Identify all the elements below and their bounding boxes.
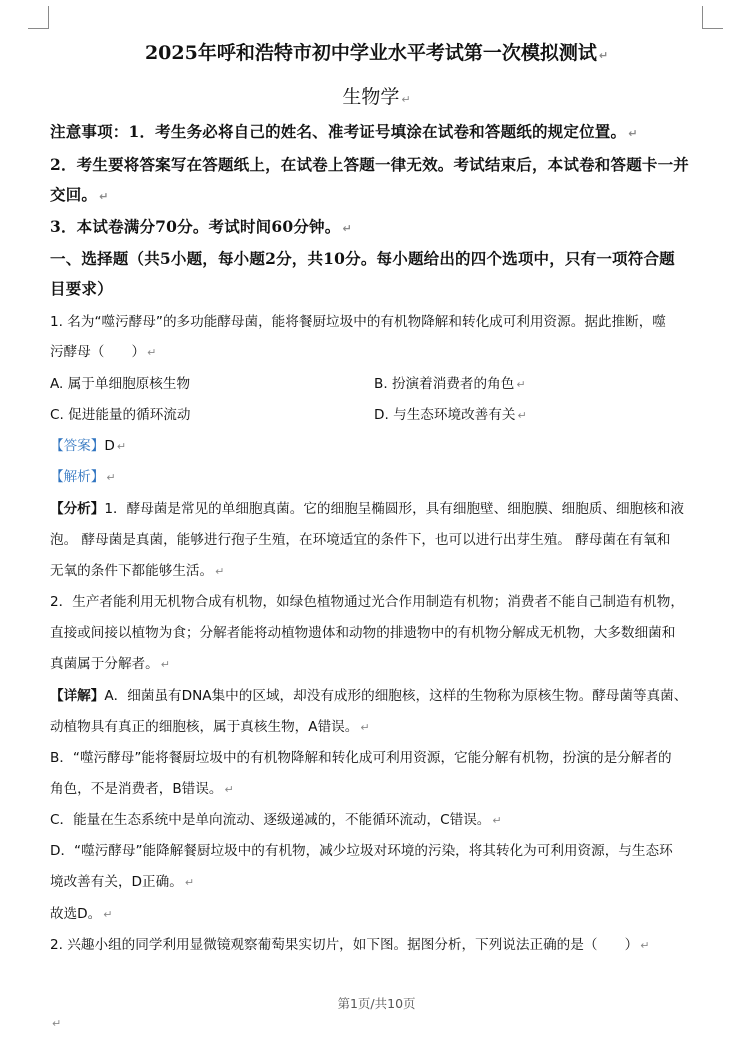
q1-fenxi-line-6: 真菌属于分解者。 ↵ [50,656,170,672]
section-heading-line-1: 一、选择题（共5小题，每小题2分，共10分。每小题给出的四个选项中，只有一项符合题 [50,249,675,268]
q1-answer: 【答案】D ↵ [50,438,127,454]
q1-stem-line-1: 1. 名为“噬污酵母”的多功能酵母菌，能将餐厨垃圾中的有机物降解和转化成可利用资源。据此推断，噬 [50,314,666,330]
notes-line-3: 交回。 ↵ [50,185,109,204]
q1-option-c: C. 促进能量的循环流动 [50,407,191,423]
q1-detail-line-7: 境改善有关，D正确。 ↵ [50,874,195,890]
margin-corner-top-left [28,6,49,29]
subject-title: 生物学 ↵ [342,86,411,108]
q1-detail-line-4: 角色，不是消费者，B错误。 ↵ [50,781,234,797]
q1-option-b: B. 扮演着消费者的角色 ↵ [374,376,526,392]
q1-fenxi-line-5: 直接或间接以植物为食；分解者能将动植物遗体和动物的排遗物中的有机物分解成无机物，大多数细菌和 [50,625,676,641]
q1-fenxi-line-2: 泡。 酵母菌是真菌，能够进行孢子生殖，在环境适宜的条件下，也可以进行出芽生殖。 酵母菌在有氧和 [50,532,671,548]
margin-corner-top-right [702,6,723,29]
footer-paragraph-mark: ↵ [52,1017,62,1030]
q1-detail-line-6: D．“噬污酵母”能降解餐厨垃圾中的有机物，减少垃圾对环境的污染，将其转化为可利用资源，与生态环 [50,843,673,859]
q1-detail-line-2: 动植物具有真正的细胞核，属于真核生物，A错误。 ↵ [50,719,370,735]
q1-option-d: D. 与生态环境改善有关 ↵ [374,407,527,423]
notes-line-2: 2．考生要将答案写在答题纸上，在试卷上答题一律无效。考试结束后，本试卷和答题卡一并 [50,155,689,174]
q1-fenxi-line-3: 无氧的条件下都能够生活。 ↵ [50,563,225,579]
section-heading-line-2: 目要求） [50,279,113,298]
notes-line-1: 注意事项：1．考生务必将自己的姓名、准考证号填涂在试卷和答题纸的规定位置。 ↵ [50,122,638,141]
q1-option-a: A. 属于单细胞原核生物 [50,376,191,392]
q1-fenxi-line-1: 【分析】1．酵母菌是常见的单细胞真菌。它的细胞呈椭圆形，具有细胞壁、细胞膜、细胞质、细胞核和液 [50,501,684,517]
q1-analysis-label: 【解析】 ↵ [50,469,116,485]
document-title: 2025年呼和浩特市初中学业水平考试第一次模拟测试 ↵ [144,42,609,64]
q1-detail-line-5: C．能量在生态系统中是单向流动、逐级递减的，不能循环流动，C错误。 ↵ [50,812,502,828]
q1-detail-line-1: 【详解】A．细菌虽有DNA集中的区域，却没有成形的细胞核，这样的生物称为原核生物。酵母菌等真菌、 [50,688,688,704]
q1-detail-line-8: 故选D。 ↵ [50,906,113,922]
q2-stem-line-1: 2. 兴趣小组的同学利用显微镜观察葡萄果实切片，如下图。据图分析，下列说法正确的是（ ） ↵ [50,937,650,953]
q1-fenxi-line-4: 2．生产者能利用无机物合成有机物，如绿色植物通过光合作用制造有机物；消费者不能自己制造有机物， [50,594,684,610]
page-footer: 第1页/共10页 [337,996,416,1011]
q1-stem-line-2: 污酵母（ ） ↵ [50,344,157,360]
notes-line-4: 3．本试卷满分70分。考试时间60分钟。 ↵ [50,217,352,236]
q1-detail-line-3: B．“噬污酵母”能将餐厨垃圾中的有机物降解和转化成可利用资源，它能分解有机物，扮演的是分解者的 [50,750,672,766]
